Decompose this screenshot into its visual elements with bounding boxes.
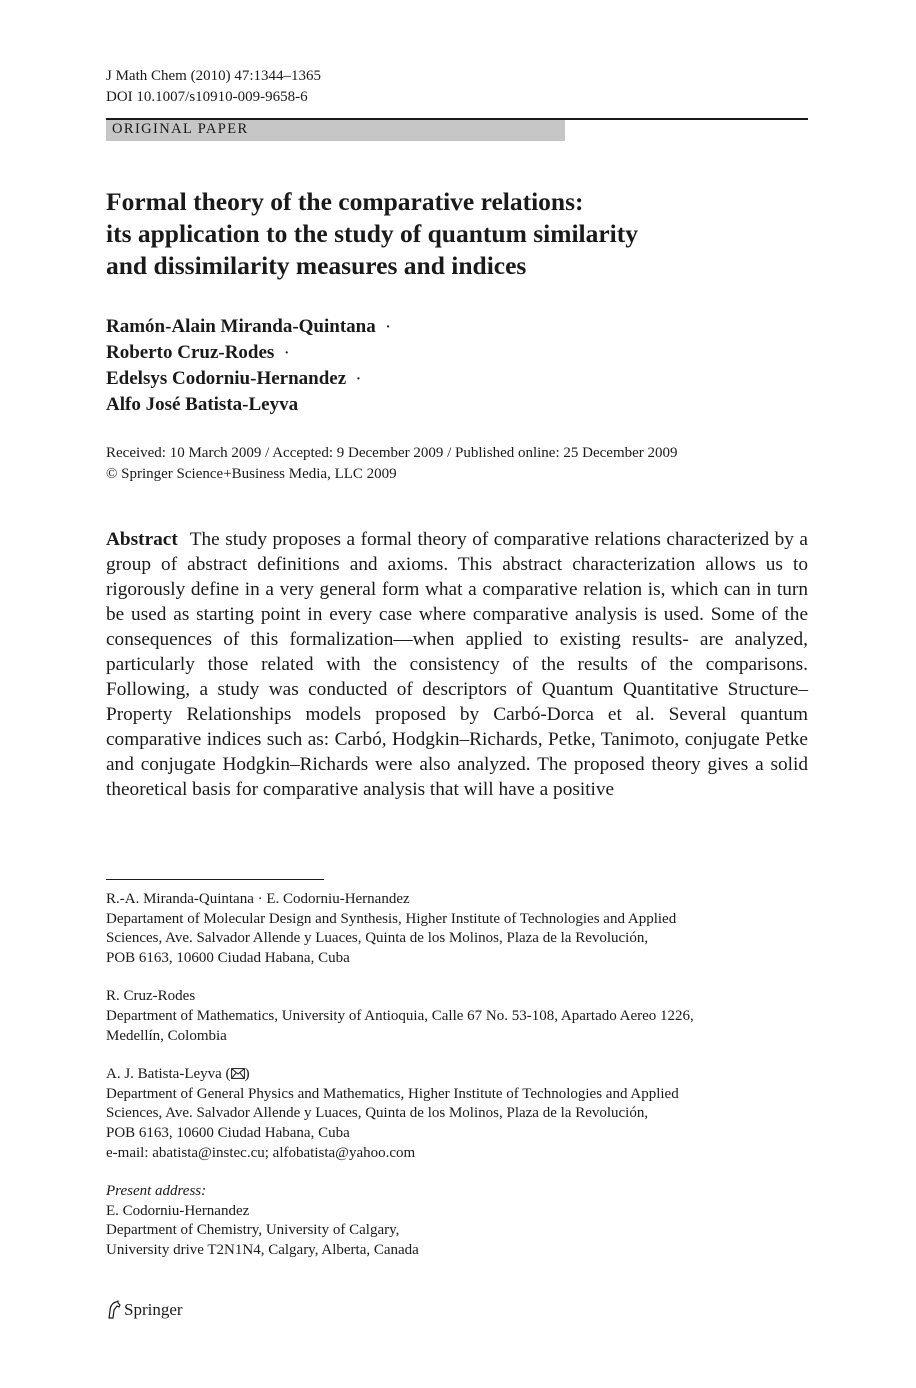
section-label: ORIGINAL PAPER: [112, 121, 249, 137]
author: Ramón-Alain Miranda-Quintana ·: [106, 316, 391, 337]
email-line: e-mail: abatista@instec.cu; alfobatista@yahoo.com: [106, 1144, 416, 1161]
author-separator: ·: [284, 346, 289, 362]
affiliation-block: R.-A. Miranda-Quintana · E. Codorniu-Hernandez Departament of Molecular Design and Synthesis, Higher Institute of Technologies and Applied Sciences, Ave. Salvador Allende y Luaces, Quinta de los Molinos, Plaza de la Revolución, POB 6163, 10600 Ciudad Habana, Cuba: [106, 891, 677, 966]
publisher-name: Springer: [124, 1300, 183, 1319]
abstract-text: The study proposes a formal theory of comparative relations characterized by a group of abstract definitions and axioms. This abstract characterization allows us to rigorously define in a very general form what a comparative relation is, which can in turn be used as starting point in every case where comparative analysis is used. Some of the consequences of this formalization—when applied to existing results- are analyzed, particularly those related with the consistency of the results of the comparisons. Following, a study was conducted of descriptors of Quantum Quantitative Structure–Property Relationships models proposed by Carbó-Dorca et al. Several quantum comparative indices such as: Carbó, Hodgkin–Richards, Petke, Tanimoto, conjugate Petke and conjugate Hodgkin–Richards were also analyzed. The proposed theory gives a solid theoretical basis for comparative analysis that will have a positive: [106, 529, 808, 800]
present-address-label: Present address:: [106, 1183, 207, 1200]
author-separator: ·: [356, 372, 361, 388]
author-separator: ·: [385, 320, 391, 336]
section-band: [106, 120, 565, 141]
publisher-footer: [106, 1298, 183, 1322]
author: Roberto Cruz-Rodes ·: [106, 342, 289, 364]
abstract-label: Abstract: [106, 529, 178, 550]
abstract: [106, 527, 808, 802]
author: Alfo José Batista-Leyva: [106, 394, 299, 416]
title-line-3: and dissimilarity measures and indices: [106, 251, 527, 280]
publication-dates: [106, 443, 678, 485]
journal-line: J Math Chem (2010) 47:1344–1365: [106, 68, 321, 84]
envelope-icon: [231, 1068, 245, 1079]
affiliations: [106, 890, 808, 1280]
affiliation-block: R. Cruz-Rodes Department of Mathematics, University of Antioquia, Calle 67 No. 53-108, Apartado Aereo 1226, Medellín, Colombia: [106, 988, 694, 1044]
author-list: [106, 314, 390, 417]
footnote-rule: [106, 879, 324, 880]
present-address-block: Present address: E. Codorniu-Hernandez Department of Chemistry, University of Calgary, University drive T2N1N4, Calgary, Alberta, Canada: [106, 1182, 808, 1260]
doi-line: DOI 10.1007/s10910-009-9658-6: [106, 89, 308, 105]
title-line-1: Formal theory of the comparative relations:: [106, 187, 584, 216]
journal-citation: [106, 66, 321, 108]
springer-horse-icon: [106, 1300, 122, 1320]
author: Edelsys Codorniu-Hernandez ·: [106, 368, 361, 390]
title-line-2: its application to the study of quantum similarity: [106, 219, 639, 248]
copyright-line: © Springer Science+Business Media, LLC 2009: [106, 466, 397, 482]
paper-title: [106, 186, 806, 282]
affiliation-block: A. J. Batista-Leyva ( ) Department of General Physics and Mathematics, Higher Institute of Technologies and Applied Sciences, Ave. Salvador Allende y Luaces, Quinta de los Molinos, Plaza de la Revolución, POB 6163, 10600 Ciudad Habana, Cuba e-mail: abatista@instec.cu; alfobatista@yahoo.com: [106, 1065, 808, 1163]
received-accepted-line: Received: 10 March 2009 / Accepted: 9 December 2009 / Published online: 25 December 2009: [106, 445, 678, 461]
